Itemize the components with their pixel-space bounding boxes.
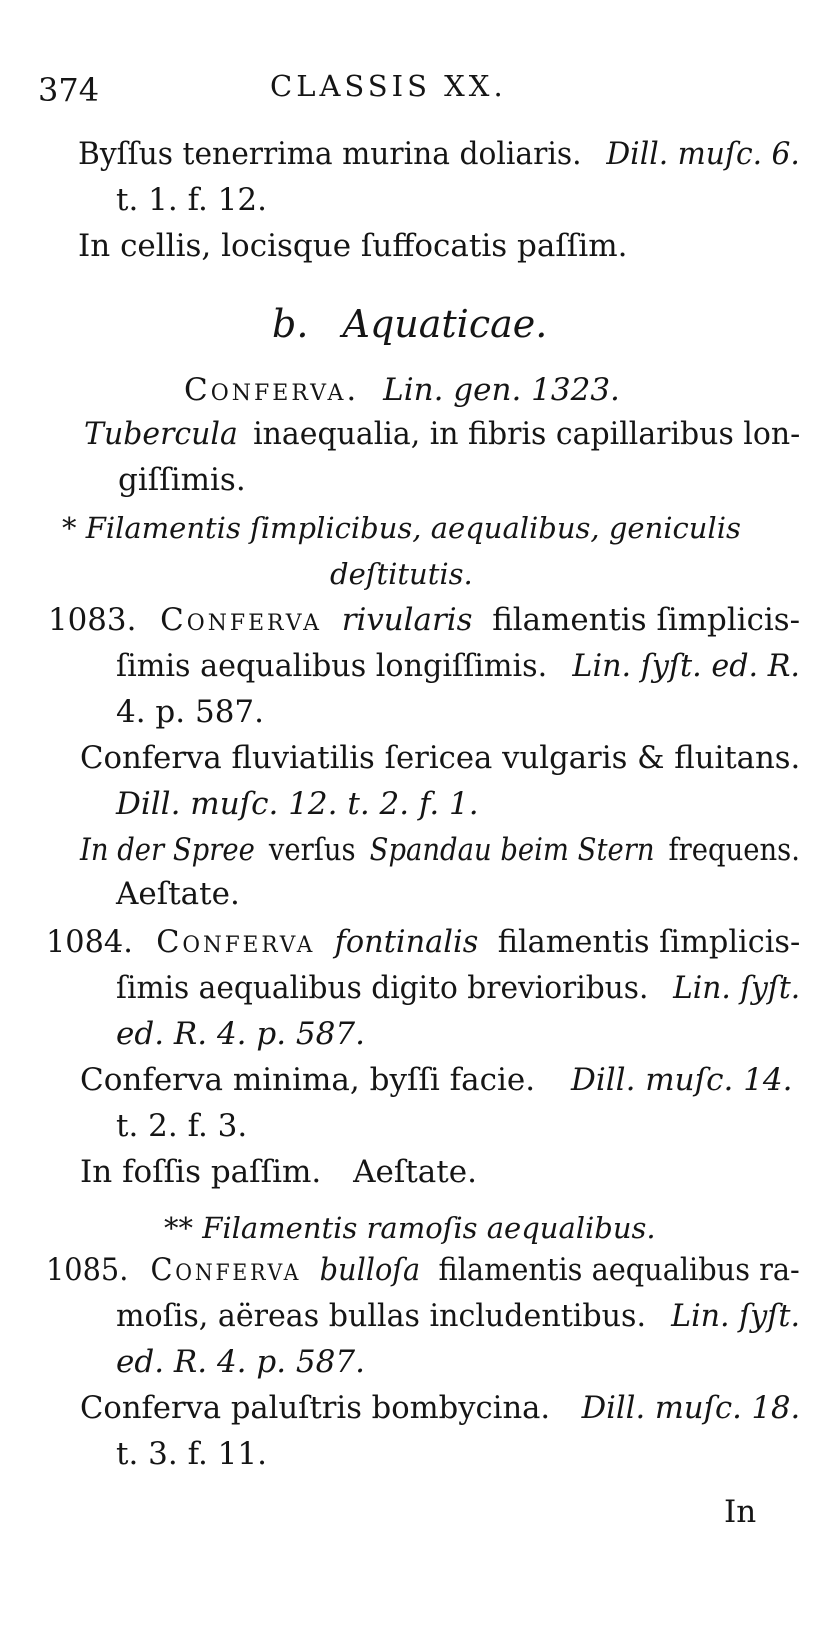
subdivision-heading	[330, 554, 473, 594]
species-number: 1085.	[46, 1252, 129, 1288]
genus-heading	[184, 370, 620, 410]
place-italic: In der Spree	[80, 832, 255, 868]
genus-name: Conferva.	[184, 372, 360, 408]
reference-text: Lin. ſyſt. ed. R.	[572, 648, 801, 684]
habitat-text: In foſſis paſſim.	[80, 1154, 322, 1190]
species-entry-line	[116, 646, 800, 686]
section-heading	[272, 304, 547, 344]
entry-line	[78, 134, 800, 174]
species-diagnosis: ſimis aequalibus longiſſimis.	[116, 648, 548, 684]
reference-text: Dill. muſc. 12. t. 2. f. 1.	[116, 786, 479, 822]
genus-character-line	[84, 414, 800, 454]
place-italic: Spandau beim Stern	[369, 832, 655, 868]
species-diagnosis: moſis, aëreas bullas includentibus.	[116, 1298, 647, 1334]
synonym-text: Conferva paluſtris bombycina.	[80, 1390, 551, 1426]
reference-text: ed. R. 4. p. 587.	[116, 1016, 365, 1052]
species-entry-line	[46, 1250, 800, 1290]
character-italic: Tubercula	[84, 416, 238, 452]
species-entry-line	[116, 1296, 800, 1336]
reference-text: Lin. ſyſt.	[671, 1298, 801, 1334]
subdivision-text: deſtitutis.	[330, 557, 473, 591]
subdivision-heading	[62, 508, 741, 548]
species-genus: Conferva	[160, 602, 322, 638]
species-diagnosis: filamentis ſimplicis-	[497, 924, 801, 960]
synonym-line: Conferva fluviatilis ſericea vulgaris & fluitans.	[80, 740, 801, 776]
habitat-line	[80, 1152, 477, 1192]
species-entry-line	[116, 968, 800, 1008]
synonym-line	[80, 1388, 800, 1428]
genus-reference: Lin. gen. 1323.	[383, 372, 620, 408]
species-diagnosis: filamentis ſimplicis-	[492, 602, 801, 638]
habitat-line: In cellis, locisque ſuffocatis paſſim.	[78, 228, 628, 264]
reference-text: ed. R. 4. p. 587.	[116, 1344, 365, 1380]
synonym-text: Byſſus tenerrima murina doliaris.	[78, 136, 582, 172]
species-diagnosis: ſimis aequalibus digito brevioribus.	[116, 970, 649, 1006]
running-title: CLASSIS XX.	[270, 69, 507, 103]
habitat-line	[80, 830, 800, 870]
species-number: 1084.	[46, 924, 133, 960]
season-line: Aeſtate.	[116, 876, 240, 912]
section-letter: b.	[272, 302, 309, 346]
species-epithet: fontinalis	[334, 924, 479, 960]
habitat-text: frequens.	[668, 832, 800, 868]
species-entry-line: 4. p. 587.	[116, 694, 265, 730]
reference-text: Dill. muſc. 6.	[606, 136, 800, 172]
synonym-reference: t. 2. f. 3.	[116, 1108, 248, 1144]
species-diagnosis: filamentis aequalibus ra-	[438, 1252, 800, 1288]
species-entry-line	[116, 1342, 365, 1382]
habitat-text: verſus	[268, 832, 356, 868]
entry-line: t. 1. f. 12.	[116, 182, 267, 218]
reference-text: Dill. muſc. 14.	[570, 1062, 793, 1098]
synonym-text: Conferva minima, byſſi facie.	[80, 1062, 536, 1098]
species-genus: Conferva	[156, 924, 316, 960]
synonym-reference	[116, 784, 479, 824]
subdivision-text: ** Filamentis ramoſis aequalibus.	[164, 1211, 656, 1245]
subdivision-heading	[164, 1208, 656, 1248]
species-epithet: bulloſa	[319, 1252, 421, 1288]
reference-text: Dill. muſc. 18.	[581, 1390, 801, 1426]
species-epithet: rivularis	[341, 602, 473, 638]
page-number: 374	[38, 71, 100, 109]
species-genus: Conferva	[150, 1252, 302, 1288]
genus-character-line: giſſimis.	[118, 462, 246, 498]
reference-text: Lin. ſyſt.	[673, 970, 801, 1006]
section-title: Aquaticae.	[342, 302, 548, 346]
season-text: Aeſtate.	[353, 1154, 477, 1190]
species-number: 1083.	[48, 602, 137, 638]
character-text: inaequalia, in fibris capillaribus lon-	[253, 416, 801, 452]
synonym-line	[80, 1060, 793, 1100]
species-entry-line	[46, 922, 800, 962]
subdivision-text: * Filamentis ſimplicibus, aequalibus, geniculis	[62, 511, 741, 545]
species-entry-line	[48, 600, 800, 640]
catchword: In	[724, 1494, 757, 1530]
species-entry-line	[116, 1014, 365, 1054]
synonym-reference: t. 3. f. 11.	[116, 1436, 267, 1472]
